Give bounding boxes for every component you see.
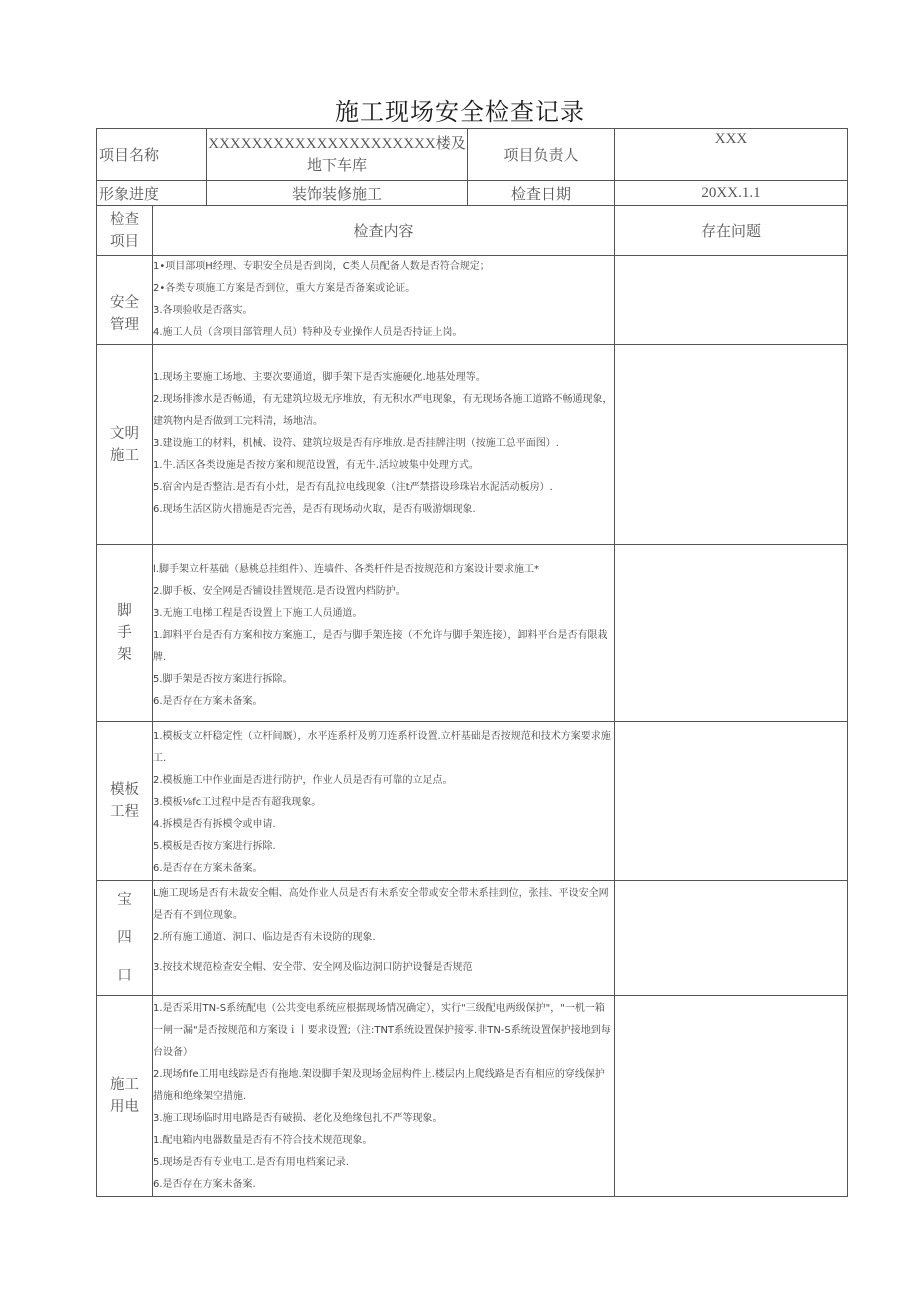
progress-label: 形象进度 (97, 181, 207, 206)
section-name: 文明施工 (97, 345, 153, 545)
list-item: 2.所有施工通道、洞口、临边是否有未设防的现象. (153, 932, 376, 943)
list-item: 1•项目部项H经理、专职安全员是否到岗，C类人员配备人数是否符合规定； (153, 261, 490, 272)
date-value: 20XX.1.1 (615, 181, 848, 206)
issue-cell[interactable] (615, 881, 848, 996)
list-item: 4.拆模是否有拆模令或申请. (153, 819, 276, 830)
issue-cell[interactable] (615, 722, 848, 881)
section-items (153, 545, 615, 722)
list-item: 5.现场是否有专业电工.是否有用电档案记录. (153, 1157, 349, 1168)
project-name-value: XXXXXXXXXXXXXXXXXXXXX楼及地下车库 (207, 129, 468, 181)
section-row-safety-management (97, 256, 848, 345)
section-row-scaffolding (97, 545, 848, 722)
list-item: 2.现场fife工用电线踪是否有拖地.架设脚手架及现场金屈构件上.楼层内上爬线路是否有相应的穿线保护措施和绝缘架空措施. (153, 1069, 605, 1102)
list-item: L施工现场是否有未裁安全帽、高处作业人员是否有未系安全带或安全带未系挂到位，张挂、平设安全网是否有不到位现象。 (153, 888, 609, 921)
list-item: 5.模板是否按方案进行拆除. (153, 841, 276, 852)
list-item: 2.现场排渗水是否畅通，有无建筑垃圾无序堆放，有无积水严电现象，有无现场各施工道路不畅通现象，建筑物内是否做到工完料清，场地洁。 (153, 394, 613, 427)
issue-cell[interactable] (615, 996, 848, 1197)
list-item: 3.各项验收是否落实。 (153, 305, 253, 316)
header-row-project (97, 129, 848, 181)
list-item: 6.是否存在方案未备案。 (153, 696, 263, 707)
list-item: l.脚手架立杆基础（悬桃总挂组件）、连墙件、各类杆件是否按规范和方案设计要求施工* (153, 564, 539, 575)
list-item: 3.按技术规范检查安全帽、安全带、安全网及临边洞口防护设餐是否规范 (153, 962, 473, 973)
date-label: 检査日期 (468, 181, 615, 206)
section-items (153, 256, 615, 345)
section-row-electricity (97, 996, 848, 1197)
list-item: 1.牛.活区各类设施是否按方案和规范设置，有无牛.活垃坡集中处理方式。 (153, 460, 479, 471)
section-name: 宝四口 (97, 881, 153, 996)
progress-value: 装饰装修施工 (207, 181, 468, 206)
list-item: 6.是否存在方案未备案。 (153, 863, 263, 874)
section-row-formwork (97, 722, 848, 881)
list-item: 1.是否采用TN-S系统配电（公共变电系统应根据现场情况确定），实行"三级配电两级保护"，"一机一箱一闸一漏"是否按规范和方案设ｉ丨要求设置;（注:TNT系统设置保护接零.非TN-S系统设置保护接地到每台设备） (153, 1003, 611, 1058)
list-item: 4.施工人员（含项目部管理人员）特种及专业操作人员是否持证上岗。 (153, 327, 463, 338)
list-item: 1.现场主要施工场地、主要次要通道，脚手架下是否实施硬化.地基处理等。 (153, 372, 486, 383)
column-content-header: 检查内容 (153, 206, 615, 256)
header-row-progress (97, 181, 848, 206)
list-item: 3.施工现场临时用电路是否有破损、老化及绝缘包扎不严等现象。 (153, 1113, 443, 1124)
list-item: 2•各类专项施工方案是否到位，重大方案是否备案或论证。 (153, 283, 416, 294)
manager-label: 项目负责人 (468, 129, 615, 181)
list-item: 2.脚手板、安全网是否铺设挂置规范.是否设置内档防护。 (153, 586, 406, 597)
list-item: 3.无施工电梯工程是否设置上下施工人员通道。 (153, 608, 363, 619)
section-row-four-openings (97, 881, 848, 996)
section-name: 施工用电 (97, 996, 153, 1197)
column-issues-header: 存在问题 (615, 206, 848, 256)
list-item: 3.模板⅛fc工过程中是否有超我现象。 (153, 797, 322, 808)
list-item: 1.卸料平台是否有方案和按方案施工，是否与脚手架连接（不允许与脚手架连接），卸料平台是否有限栽牌. (153, 630, 608, 663)
list-item: 6.现场生活区防火措施是否完善，是否有现场动火取，是否有吸游烟现象. (153, 504, 476, 515)
section-name: 脚手架 (97, 545, 153, 722)
section-row-civilized-construction (97, 345, 848, 545)
section-items (153, 881, 615, 996)
list-item: 1.模板支立杆稳定性（立杆间厩），水平连系杆及剪刀连系杆设置.立杆基础是否按规范和技术方案要求施工. (153, 731, 611, 764)
column-header-row (97, 206, 848, 256)
list-item: 5.脚手架是否按方案进行拆除。 (153, 674, 293, 685)
page-title: 施工现场安全检查记录 (335, 98, 585, 126)
manager-value: XXX (615, 129, 848, 181)
list-item: 5.宿舍内是否整洁.是否有小灶，是否有乱拉电线现象（注t严禁搭设珍珠岩水泥活动板房）. (153, 482, 553, 493)
section-name: 安全管理 (97, 256, 153, 345)
section-items (153, 345, 615, 545)
column-item-header: 检查项目 (97, 206, 153, 256)
list-item: 1.配电箱内电器数量是否有不符合技术规范现象。 (153, 1135, 373, 1146)
list-item: 6.是否存在方案未备案. (153, 1179, 256, 1190)
issue-cell[interactable] (615, 545, 848, 722)
issue-cell[interactable] (615, 345, 848, 545)
issue-cell[interactable] (615, 256, 848, 345)
project-name-label: 项目名称 (97, 129, 207, 181)
section-items (153, 996, 615, 1197)
inspection-table (96, 128, 848, 1197)
list-item: 3.建设施工的材料，机械、设符、建筑垃圾是否有序堆放.是否挂牌注明（按施工总平面图）. (153, 438, 559, 449)
section-name: 模板工程 (97, 722, 153, 881)
list-item: 2.模板施工中作业面是否进行防护，作业人员是否有可靠的立足点。 (153, 775, 453, 786)
section-items (153, 722, 615, 881)
